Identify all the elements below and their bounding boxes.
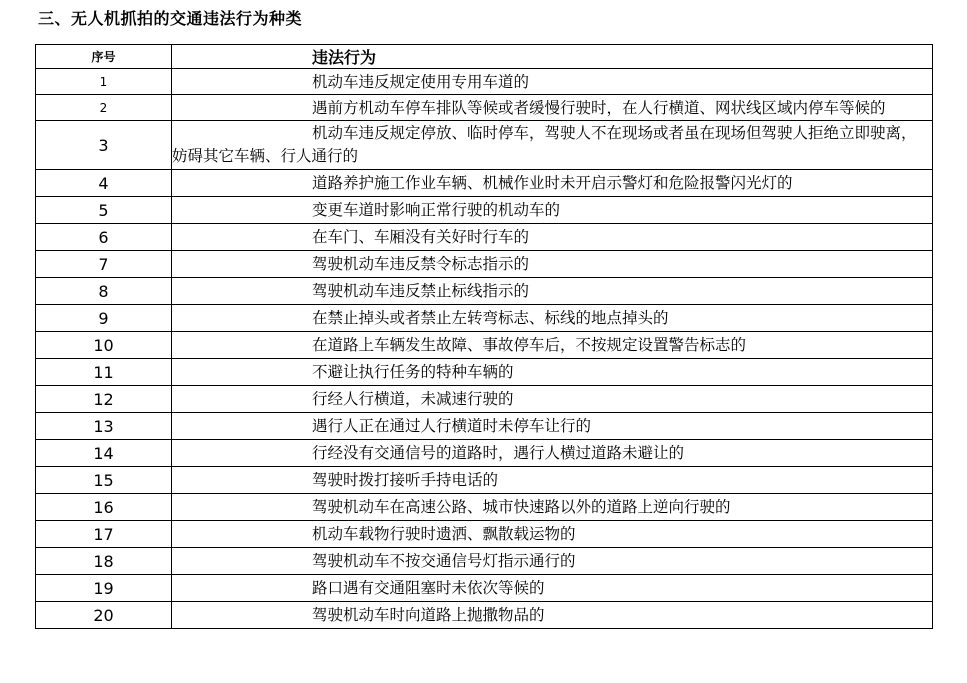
table-row [36, 602, 933, 629]
row-number: 3 [36, 121, 172, 170]
row-violation [172, 305, 933, 332]
row-violation [172, 69, 933, 95]
row-number: 1 [36, 69, 172, 95]
row-violation-text: 在道路上车辆发生故障、事故停车后，不按规定设置警告标志的 [312, 336, 747, 354]
row-violation [172, 197, 933, 224]
row-violation-text: 机动车违反规定停放、临时停车，驾驶人不在现场或者虽在现场但驾驶人拒绝立即驶离，妨碍其它车辆、行人通行的 [172, 124, 917, 165]
row-violation [172, 440, 933, 467]
row-violation-text: 遇前方机动车停车排队等候或者缓慢行驶时，在人行横道、网状线区域内停车等候的 [312, 98, 886, 117]
table-row [36, 170, 933, 197]
header-number: 序号 [36, 45, 172, 69]
row-number: 7 [36, 251, 172, 278]
section-title: 三、无人机抓拍的交通违法行为种类 [38, 9, 303, 28]
row-violation-text: 变更车道时影响正常行驶的机动车的 [312, 201, 561, 219]
row-violation [172, 121, 933, 170]
row-violation-text: 行经没有交通信号的道路时，遇行人横过道路未避让的 [312, 444, 685, 462]
table-row [36, 359, 933, 386]
row-violation [172, 332, 933, 359]
table-row [36, 251, 933, 278]
table-row [36, 494, 933, 521]
row-violation [172, 602, 933, 629]
row-violation [172, 278, 933, 305]
table-row [36, 467, 933, 494]
row-number: 20 [36, 602, 172, 629]
table-header-row [36, 45, 933, 69]
row-number: 6 [36, 224, 172, 251]
row-violation [172, 386, 933, 413]
row-number: 4 [36, 170, 172, 197]
row-number: 17 [36, 521, 172, 548]
row-violation [172, 548, 933, 575]
row-violation-text: 遇行人正在通过人行横道时未停车让行的 [312, 417, 592, 435]
row-violation [172, 467, 933, 494]
row-violation-text: 路口遇有交通阻塞时未依次等候的 [312, 579, 545, 597]
row-violation-text: 行经人行横道，未减速行驶的 [312, 390, 514, 408]
table-row [36, 575, 933, 602]
row-violation-text: 在车门、车厢没有关好时行车的 [312, 228, 530, 246]
row-violation-text: 驾驶机动车在高速公路、城市快速路以外的道路上逆向行驶的 [312, 498, 731, 516]
row-violation-text: 驾驶机动车不按交通信号灯指示通行的 [312, 552, 576, 570]
row-violation-text: 驾驶机动车时向道路上抛撒物品的 [312, 606, 545, 624]
table-row [36, 278, 933, 305]
row-number: 19 [36, 575, 172, 602]
row-violation-text: 机动车违反规定使用专用车道的 [312, 72, 530, 91]
row-violation-text: 不避让执行任务的特种车辆的 [312, 363, 514, 381]
row-violation [172, 521, 933, 548]
row-violation [172, 359, 933, 386]
table-row [36, 413, 933, 440]
row-number: 13 [36, 413, 172, 440]
row-number: 12 [36, 386, 172, 413]
row-violation-text: 驾驶时拨打接听手持电话的 [312, 471, 499, 489]
row-number: 18 [36, 548, 172, 575]
violations-table [35, 44, 933, 629]
table-row [36, 224, 933, 251]
row-number: 8 [36, 278, 172, 305]
table-row [36, 521, 933, 548]
row-number: 16 [36, 494, 172, 521]
row-violation [172, 95, 933, 121]
row-violation [172, 170, 933, 197]
row-violation [172, 251, 933, 278]
row-number: 11 [36, 359, 172, 386]
table-row [36, 121, 933, 170]
table-row [36, 386, 933, 413]
header-violation: 违法行为 [172, 45, 933, 69]
row-violation-text: 驾驶机动车违反禁令标志指示的 [312, 255, 530, 273]
row-violation-text: 在禁止掉头或者禁止左转弯标志、标线的地点掉头的 [312, 309, 669, 327]
table-row [36, 95, 933, 121]
row-violation [172, 575, 933, 602]
table-row [36, 69, 933, 95]
row-violation-text: 驾驶机动车违反禁止标线指示的 [312, 282, 530, 300]
row-violation [172, 494, 933, 521]
table-row [36, 440, 933, 467]
row-number: 15 [36, 467, 172, 494]
row-number: 10 [36, 332, 172, 359]
table-row [36, 548, 933, 575]
row-number: 5 [36, 197, 172, 224]
table-row [36, 305, 933, 332]
row-number: 9 [36, 305, 172, 332]
row-violation [172, 413, 933, 440]
row-violation [172, 224, 933, 251]
row-violation-text: 机动车载物行驶时遗洒、飘散载运物的 [312, 525, 576, 543]
row-violation-text: 道路养护施工作业车辆、机械作业时未开启示警灯和危险报警闪光灯的 [312, 174, 793, 192]
table-row [36, 332, 933, 359]
row-number: 14 [36, 440, 172, 467]
table-row [36, 197, 933, 224]
row-number: 2 [36, 95, 172, 121]
